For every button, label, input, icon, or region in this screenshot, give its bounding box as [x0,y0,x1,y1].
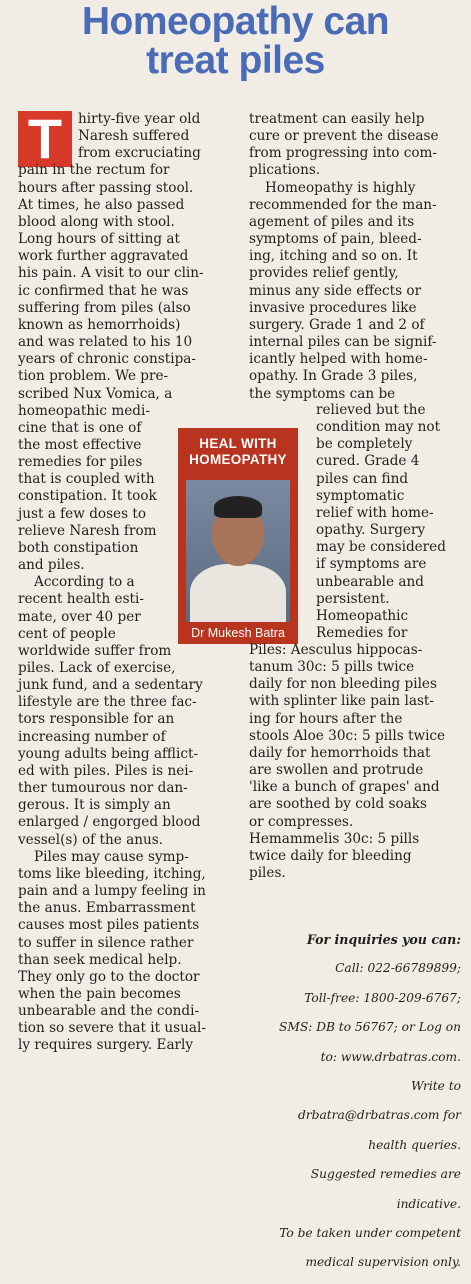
text-line: ed with piles. Piles is nei- [18,762,194,779]
text-line: Write to [411,1078,461,1093]
text-line: are swollen and protrude [249,762,424,779]
text-line: from progressing into com- [249,145,437,162]
text-line: treatment can easily help [249,111,425,127]
headline-line-1: Homeopathy can [81,0,390,43]
text-line: tion so severe that it usual- [18,1020,206,1037]
text-line: 'like a bunch of grapes' and [249,779,440,796]
text-line: worldwide suffer from [18,642,172,659]
text-line: cured. Grade 4 [316,453,420,470]
text-line: invasive procedures like [249,299,417,316]
text-line: than seek medical help. [18,951,182,968]
text-line: symptomatic [316,487,405,504]
text-line: Call: 022-66789899; [335,961,461,976]
text-line: from excruciating [78,145,201,162]
text-line: ic confirmed that he was [18,282,189,299]
text-line: They only go to the doctor [18,968,200,985]
text-line: Toll-free: 1800-209-6767; [304,990,461,1005]
box-heading-1: HEAL WITH [199,436,277,451]
text-line: relieve Naresh from [18,522,157,539]
text-line: to suffer in silence rather [18,934,194,951]
text-line: scribed Nux Vomica, a [18,385,173,402]
text-line: known as hemorrhoids) [18,316,181,333]
text-line: the anus. Embarrassment [18,900,196,917]
article-column-2-bottom [249,642,461,882]
text-line: recommended for the man- [249,196,437,213]
text-line: daily for hemorrhoids that [249,744,431,761]
text-line: unbearable and [316,573,424,590]
text-line: hirty-five year old [78,111,201,127]
text-line: piles. [249,865,286,882]
text-line: Homeopathy is highly [265,179,416,196]
text-line: with splinter like pain last- [249,693,434,710]
text-line: lifestyle are the three fac- [18,694,197,711]
box-heading-2: HOMEOPATHY [189,452,287,467]
text-line: and was related to his 10 [18,334,193,351]
text-line: Long hours of sitting at [18,231,180,248]
text-line: SMS: DB to 56767; or Log on [279,1020,461,1035]
text-line: enlarged / engorged blood [18,814,201,831]
text-line: homeopathic medi- [18,402,150,419]
text-line: icantly helped with home- [249,351,428,368]
text-line: Homeopathic [316,607,409,624]
text-line: To be taken under competent [279,1225,461,1240]
text-line: and piles. [18,557,85,574]
text-line: years of chronic constipa- [18,351,196,368]
text-line: suffering from piles (also [18,299,191,316]
text-line: the symptoms can be [249,385,396,402]
text-line: constipation. It took [18,488,157,505]
headline [0,2,471,80]
text-line: stools Aloe 30c: 5 pills twice [249,727,446,744]
text-line: relieved but the [316,402,426,418]
text-line: health queries. [368,1137,461,1152]
text-line: if symptoms are [316,556,427,573]
text-line: twice daily for bleeding [249,847,412,864]
text-line: recent health esti- [18,591,144,608]
text-line: pain in the rectum for [18,162,170,179]
text-line: drbatra@drbatras.com for [298,1108,461,1123]
article-column-1 [18,111,236,1055]
text-line: ther tumourous nor dan- [18,780,188,797]
text-line: or compresses. [249,813,354,830]
text-line: tors responsible for an [18,711,175,728]
text-line: gerous. It is simply an [18,797,171,814]
text-line: both constipation [18,539,139,556]
text-line: relief with home- [316,504,434,521]
text-line: ing for hours after the [249,710,403,727]
text-line: pain and a lumpy feeling in [18,883,206,900]
text-line: piles can find [316,470,409,487]
headline-line-2: treat piles [146,39,325,82]
text-line: hours after passing stool. [18,179,194,196]
text-line: Naresh suffered [78,128,190,145]
text-line: medical supervision only. [305,1255,461,1270]
text-line: For inquiries you can: [306,931,461,947]
text-line: the most effective [18,436,142,453]
text-line: causes most piles patients [18,917,200,934]
text-line: surgery. Grade 1 and 2 of [249,316,425,333]
text-line: opathy. In Grade 3 piles, [249,368,418,385]
text-line: At times, he also passed [18,196,185,213]
text-line: junk fund, and a sedentary [18,677,203,694]
text-line: ly requires surgery. Early [18,1037,194,1054]
text-line: toms like bleeding, itching, [18,865,206,882]
text-line: Piles may cause symp- [34,848,189,865]
text-line: piles. Lack of exercise, [18,660,176,676]
text-line: tion problem. We pre- [18,368,169,385]
text-line: agement of piles and its [249,213,415,230]
text-line: just a few doses to [18,505,147,522]
text-line: Remedies for [316,625,408,642]
text-line: unbearable and the condi- [18,1003,200,1020]
drop-cap: T [18,111,72,167]
inquiries-block [279,918,461,1284]
text-line: persistent. [316,590,390,607]
text-line: daily for non bleeding piles [249,676,437,693]
text-line: plications. [249,162,321,179]
text-line: Hemammelis 30c: 5 pills [249,830,420,847]
text-line: minus any side effects or [249,282,422,299]
text-line: blood along with stool. [18,213,175,230]
text-line: Piles: Aesculus hippocas- [249,642,423,658]
text-line: tanum 30c: 5 pills twice [249,659,415,676]
text-line: opathy. Surgery [316,522,426,539]
text-line: his pain. A visit to our clin- [18,265,204,282]
text-line: mate, over 40 per [18,608,141,625]
text-line: Suggested remedies are [310,1167,461,1182]
text-line: internal piles can be signif- [249,334,437,351]
text-line: are soothed by cold soaks [249,796,427,813]
text-line: be completely [316,436,413,453]
text-line: work further aggravated [18,248,189,265]
text-line: ing, itching and so on. It [249,248,418,265]
text-line: cine that is one of [18,419,142,436]
text-line: young adults being afflict- [18,745,199,762]
text-line: may be considered [316,539,446,556]
text-line: that is coupled with [18,471,155,488]
text-line: cent of people [18,625,116,642]
text-line: indicative. [396,1196,461,1211]
text-line: to: www.drbatras.com. [320,1049,461,1064]
text-line: provides relief gently, [249,265,399,282]
text-line: cure or prevent the disease [249,128,439,145]
text-line: increasing number of [18,728,166,745]
photo-caption: Dr Mukesh Batra [191,626,285,640]
article-column-2-wrap [316,402,464,642]
text-line: condition may not [316,419,441,436]
text-line: remedies for piles [18,454,143,471]
text-line: According to a [34,574,135,591]
article-column-2-top [249,111,461,403]
text-line: symptoms of pain, bleed- [249,231,422,248]
text-line: vessel(s) of the anus. [18,831,164,848]
text-line: when the pain becomes [18,985,181,1002]
